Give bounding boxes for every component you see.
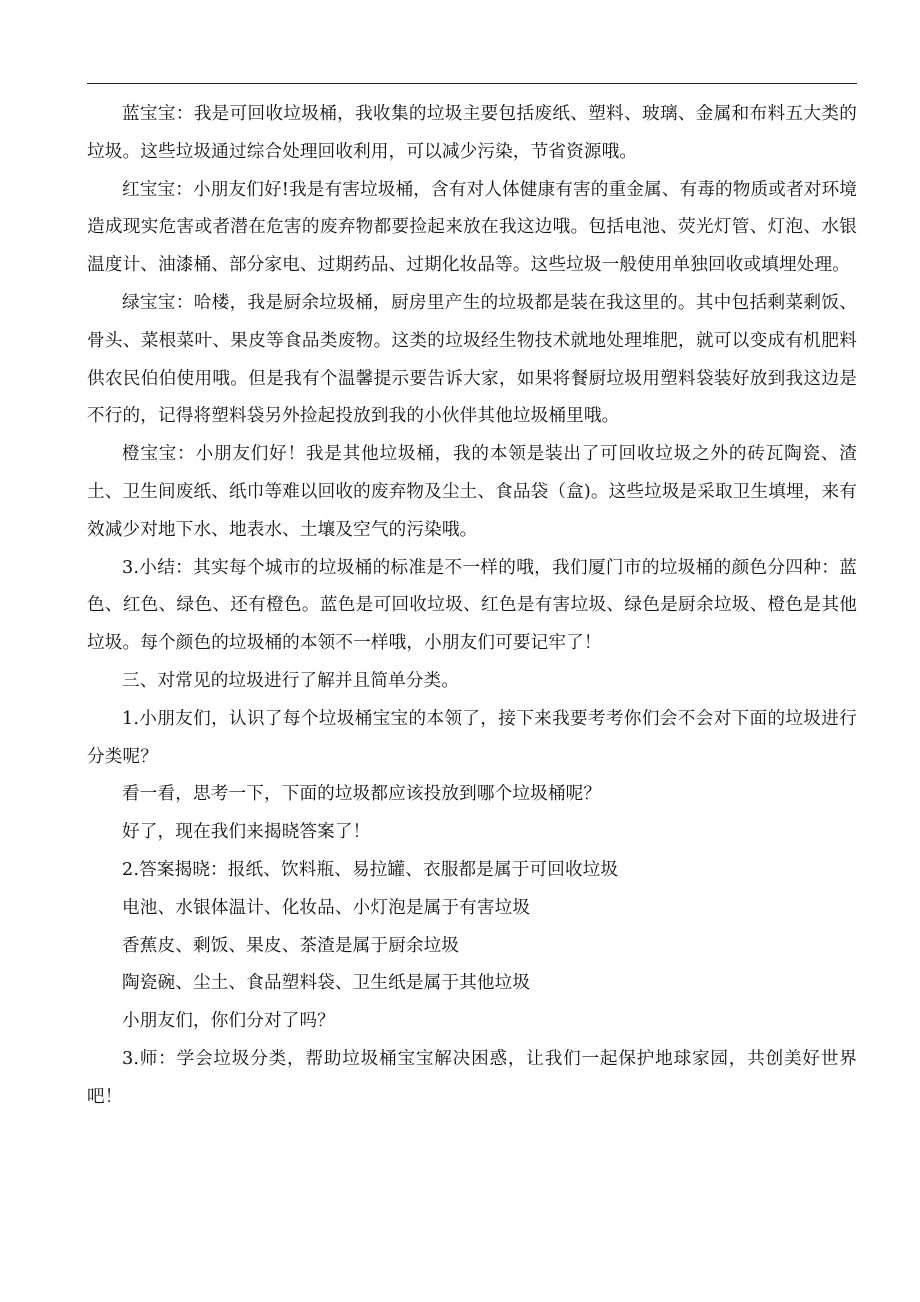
paragraph-check: 小朋友们，你们分对了吗？ xyxy=(122,1011,335,1032)
paragraph-look-think: 看一看，思考一下，下面的垃圾都应该投放到哪个垃圾桶呢？ xyxy=(122,784,602,805)
paragraph-blue-recyclable-bin: 蓝宝宝：我是可回收垃圾桶，我收集的垃圾主要包括废纸、塑料、玻璃、金属和布料五大类的垃圾。这些垃圾通过综合处理回收利用，可以减少污染，节省资源哦。 xyxy=(87,104,857,162)
section-heading-three: 三、对常见的垃圾进行了解并且简单分类。 xyxy=(122,670,460,691)
paragraph-answer-recyclable: 2.答案揭晓：报纸、饮料瓶、易拉罐、衣服都是属于可回收垃圾 xyxy=(122,859,619,880)
paragraph-answer-kitchen: 香蕉皮、剩饭、果皮、茶渣是属于厨余垃圾 xyxy=(122,935,460,956)
paragraph-orange-other-bin: 橙宝宝：小朋友们好！我是其他垃圾桶，我的本领是装出了可回收垃圾之外的砖瓦陶瓷、渣土、卫生间废纸、纸巾等难以回收的废弃物及尘土、食品袋（盒)。这些垃圾是采取卫生填埋，来有效减少对地下水、地表水、土壤及空气的污染哦。 xyxy=(87,444,857,540)
paragraph-green-kitchen-bin: 绿宝宝：哈楼，我是厨余垃圾桶，厨房里产生的垃圾都是装在我这里的。其中包括剩菜剩饭、骨头、菜根菜叶、果皮等食品类废物。这类的垃圾经生物技术就地处理堆肥，就可以变成有机肥料供农民伯伯使用哦。但是我有个温馨提示要告诉大家，如果将餐厨垃圾用塑料袋装好放到我这边是不行的，记得将塑料袋另外捡起投放到我的小伙伴其他垃圾桶里哦。 xyxy=(87,292,857,427)
paragraph-reveal-intro: 好了，现在我们来揭晓答案了！ xyxy=(122,822,371,843)
paragraph-answer-hazardous: 电池、水银体温计、化妆品、小灯泡是属于有害垃圾 xyxy=(122,897,531,918)
paragraph-answer-other: 陶瓷碗、尘土、食品塑料袋、卫生纸是属于其他垃圾 xyxy=(122,973,531,994)
header-rule xyxy=(87,83,857,84)
paragraph-question-intro: 1.小朋友们，认识了每个垃圾桶宝宝的本领了，接下来我要考考你们会不会对下面的垃圾进行分类呢？ xyxy=(87,708,857,767)
document-body xyxy=(87,96,857,1117)
paragraph-red-hazardous-bin: 红宝宝：小朋友们好!我是有害垃圾桶，含有对人体健康有害的重金属、有毒的物质或者对环境造成现实危害或者潜在危害的废弃物都要捡起来放在我这边哦。包括电池、荧光灯管、灯泡、水银温度计、油漆桶、部分家电、过期药品、过期化妆品等。这些垃圾一般使用单独回收或填埋处理。 xyxy=(87,179,857,276)
paragraph-summary: 3.小结：其实每个城市的垃圾桶的标准是不一样的哦，我们厦门市的垃圾桶的颜色分四种：蓝色、红色、绿色、还有橙色。蓝色是可回收垃圾、红色是有害垃圾、绿色是厨余垃圾、橙色是其他垃圾。每个颜色的垃圾桶的本领不一样哦，小朋友们可要记牢了！ xyxy=(87,557,857,654)
paragraph-teacher-closing: 3.师：学会垃圾分类，帮助垃圾桶宝宝解决困惑，让我们一起保护地球家园，共创美好世界吧！ xyxy=(87,1048,857,1107)
